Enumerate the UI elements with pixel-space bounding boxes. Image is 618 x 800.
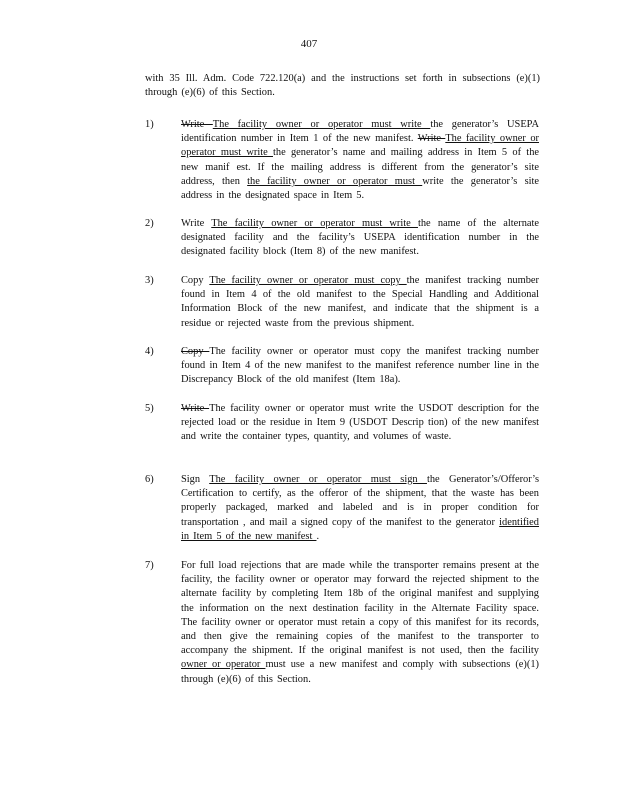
item-text (181, 217, 539, 260)
text-run: the generator’s USEPA identification number in Item 1 of the new manifest. (181, 119, 539, 145)
struck-text: Write (181, 403, 210, 414)
item-number: 1) (145, 119, 154, 130)
text-run: Sign (181, 474, 210, 485)
struck-text: Write (181, 119, 213, 130)
text-run: the manifest tracking number found in Item 4 of the old manifest to the Special Handling and Additional Information Block of the new manifest, and indicate that the shipment is a residue or rejected waste from the previous shipment. (181, 275, 539, 329)
text-run: the Generator’s/Offeror’s Certification to certify, as the offeror of the shipment, that the waste has been properly packaged, marked and labeled and is in proper condition for transportation , and mail a signed copy of the manifest to the generator (181, 474, 540, 528)
underlined-text: The facility owner or operator must write (211, 218, 418, 229)
text-run: The facility owner or operator must write the USDOT description for the rejected load or the residue in Item 9 (USDOT Descrip tion) of the new manifest and write the container types, quantity, and volumes of waste. (181, 403, 539, 443)
text-run: the generator’s name and mailing address in Item 5 of the new manif est. If the mailing address is different from the generator’s site address, then (181, 147, 539, 187)
underlined-text: The facility owner or operator must write (212, 119, 431, 130)
underlined-text: The facility owner or operator must write (181, 133, 539, 159)
item-number: 6) (145, 474, 154, 485)
text-run: the name of the alternate designated facility and the facility’s USEPA identification number in the designated facility block (Item 8) of the new manifest. (181, 218, 540, 258)
text-run: Write (181, 218, 212, 229)
text-run: Copy (181, 275, 210, 286)
item-text (181, 118, 539, 203)
underlined-text: the facility owner or operator must (247, 175, 423, 187)
item-text (181, 274, 539, 331)
item-text (181, 473, 539, 544)
text-run: write the generator’s site address in the designated space in Item 5. (181, 175, 540, 202)
item-number: 4) (145, 346, 154, 357)
struck-text: Copy (181, 346, 210, 357)
text-run: For full load rejections that are made while the transporter remains present at the facility, the facility owner or operator may forward the rejected shipment to the alternate facility by completing Item 18b of the original manifest and supplying the information on the next destination facility in the Alternate Facility space. The facility owner or operator must retain a copy of this manifest for its records, and then give the remaining copies of the manifest to the transporter to accompany the shipment. If the original manifest is not used, then the facility (181, 560, 539, 657)
item-text (181, 345, 539, 388)
item-number: 3) (145, 275, 154, 286)
underlined-text: owner or operator (181, 659, 266, 671)
text-run: must use a new manifest and comply with subsections (e)(1) through (e)(6) of this Section. (181, 659, 539, 685)
struck-text: Write (417, 133, 446, 145)
page-number: 407 (300, 38, 318, 50)
item-number: 7) (145, 560, 154, 571)
item-number: 2) (145, 218, 154, 229)
underlined-text: The facility owner or operator must sign (209, 474, 427, 485)
underlined-text: The facility owner or operator must copy (209, 275, 407, 286)
item-text (181, 402, 539, 445)
text-run: . (316, 530, 320, 542)
item-number: 5) (145, 403, 154, 414)
intro-paragraph: with 35 Ill. Adm. Code 722.120(a) and the instructions set forth in subsections (e)(1) through (e)(6) of this Section. (145, 73, 540, 99)
underlined-text: identified in Item 5 of the new manifest (181, 516, 539, 542)
text-run: The facility owner or operator must copy the manifest tracking number found in Item 4 of the new manifest to the manifest reference number line in the Discrepancy Block of the old manifest (Item 18a). (181, 346, 539, 386)
item-text (181, 559, 539, 687)
